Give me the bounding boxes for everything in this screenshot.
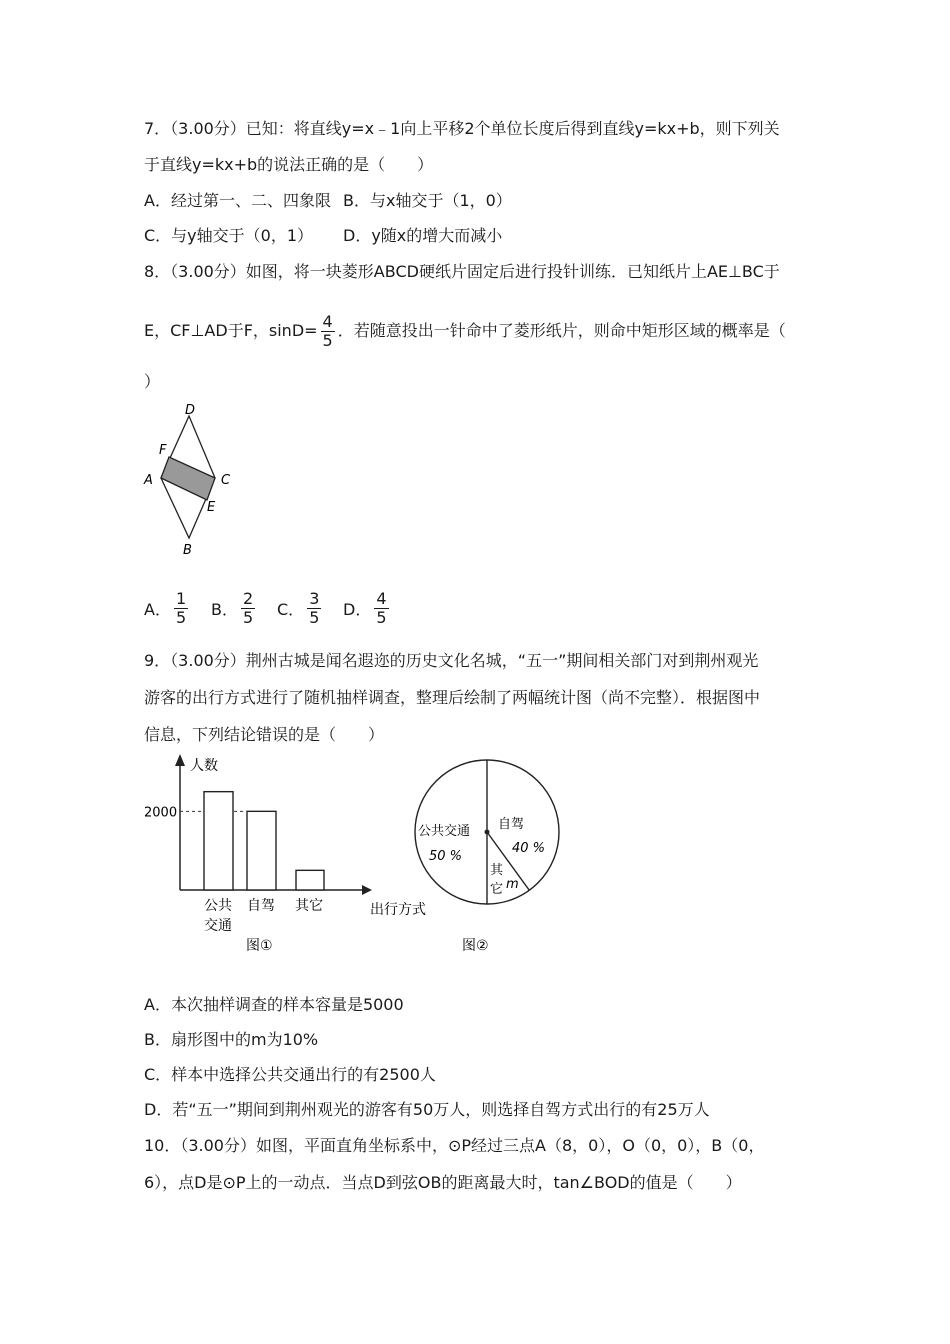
q8-line1: 8．（3.00分）如图，将一块菱形ABCD硬纸片固定后进行投针训练．已知纸片上AE⊥BC于: [144, 262, 780, 281]
q7-line2: 于直线y=kx+b的说法正确的是（ ）: [144, 155, 434, 174]
sin-d-denominator: 5: [322, 331, 333, 350]
y-tick-2000: 2000: [144, 805, 178, 821]
shaded-rectangle-afce: [161, 457, 215, 500]
q10-line2: 6），点D是⊙P上的一动点．当点D到弦OB的距离最大时，tan∠BOD的值是（ ）: [144, 1173, 742, 1192]
option-label: C．: [277, 600, 305, 619]
q9-option-d: D．若“五一”期间到荆州观光的游客有50万人，则选择自驾方式出行的有25万人: [144, 1100, 710, 1119]
denominator: 5: [376, 608, 387, 627]
q9-line3: 信息，下列结论错误的是（ ）: [144, 725, 385, 744]
bar-chart-title: 图①: [246, 938, 273, 954]
q8-option-a: [144, 590, 191, 627]
pie-label-public-transit: 公共交通: [418, 824, 471, 839]
bar-series: [204, 792, 324, 934]
pie-label-other-2: 它: [490, 882, 504, 897]
q7-option-d: D．y随x的增大而减小: [343, 226, 503, 245]
rhombus-figure: [140, 398, 240, 560]
bar-category-label-1-0: 自驾: [247, 898, 275, 914]
label-c: C: [221, 473, 231, 488]
q9-option-c: C．样本中选择公共交通出行的有2500人: [144, 1065, 436, 1084]
bar-y-axis-label: 人数: [190, 758, 218, 774]
q8-line3: ）: [144, 372, 161, 391]
option-fraction: [307, 590, 321, 627]
q8-line2-post: ．若随意投出一针命中了菱形纸片，则命中矩形区域的概率是（: [337, 321, 786, 340]
q9-line2: 游客的出行方式进行了随机抽样调查，整理后绘制了两幅统计图（尚不完整）．根据图中: [144, 688, 761, 707]
numerator: 3: [309, 589, 320, 608]
label-b: B: [183, 543, 192, 558]
option-fraction: [374, 590, 388, 627]
q9-option-b: B．扇形图中的m为10%: [144, 1030, 319, 1049]
q8-line2-pre: E，CF⊥AD于F，sinD=: [144, 321, 318, 340]
q7-option-b: B．与x轴交于（1，0）: [343, 191, 512, 210]
q8-option-d: [343, 590, 392, 627]
option-label: D．: [343, 600, 372, 619]
option-label: A．: [144, 600, 171, 619]
bar-category-label-2-0: 其它: [295, 898, 323, 914]
q9-line1: 9．（3.00分）荆州古城是闻名遐迩的历史文化名城，“五一”期间相关部门对到荆州观光: [144, 651, 759, 670]
bar-0: [204, 792, 233, 890]
statistics-charts: [140, 752, 580, 964]
bar-category-label-0-1: 交通: [204, 918, 232, 934]
q9-option-a: A．本次抽样调查的样本容量是5000: [144, 995, 404, 1014]
option-label: B．: [211, 600, 238, 619]
option-fraction: [241, 590, 255, 627]
q7-line1: 7．（3.00分）已知：将直线y=x﹣1向上平移2个单位长度后得到直线y=kx+b，则下列关: [144, 119, 780, 138]
sin-d-numerator: 4: [322, 312, 333, 331]
q8-option-c: [277, 590, 324, 627]
denominator: 5: [242, 608, 254, 627]
bar-x-axis-label: 出行方式: [370, 902, 426, 918]
q8-option-b: [211, 590, 258, 627]
pie-chart-title: 图②: [462, 938, 489, 954]
bar-x-axis-arrow: [362, 885, 372, 895]
pie-value-public-transit: 50 %: [429, 849, 463, 864]
q7-option-a: A．经过第一、二、四象限: [144, 191, 331, 210]
numerator: 2: [242, 589, 254, 608]
label-f: F: [159, 443, 167, 458]
pie-value-other: m: [506, 877, 519, 892]
bar-2: [296, 870, 324, 890]
bar-1: [247, 811, 276, 890]
numerator: 1: [175, 589, 187, 608]
label-a: A: [144, 473, 153, 488]
q10-line1: 10．（3.00分）如图，平面直角坐标系中，⊙P经过三点A（8，0），O（0，0），B（0，: [144, 1136, 765, 1155]
q8-line2: [144, 313, 786, 350]
bar-category-label-0-0: 公共: [204, 898, 232, 914]
pie-value-self-drive: 40 %: [512, 841, 546, 856]
numerator: 4: [376, 589, 387, 608]
pie-label-other-1: 其: [490, 863, 504, 878]
denominator: 5: [309, 608, 320, 627]
pie-center-dot: [485, 830, 490, 835]
bar-y-axis-arrow: [175, 754, 185, 766]
label-e: E: [207, 500, 216, 515]
pie-label-self-drive: 自驾: [498, 817, 525, 832]
option-fraction: [174, 590, 188, 627]
q7-option-c: C．与y轴交于（0，1）: [144, 226, 314, 245]
sin-d-fraction: [321, 313, 335, 350]
label-d: D: [185, 403, 196, 418]
denominator: 5: [175, 608, 187, 627]
